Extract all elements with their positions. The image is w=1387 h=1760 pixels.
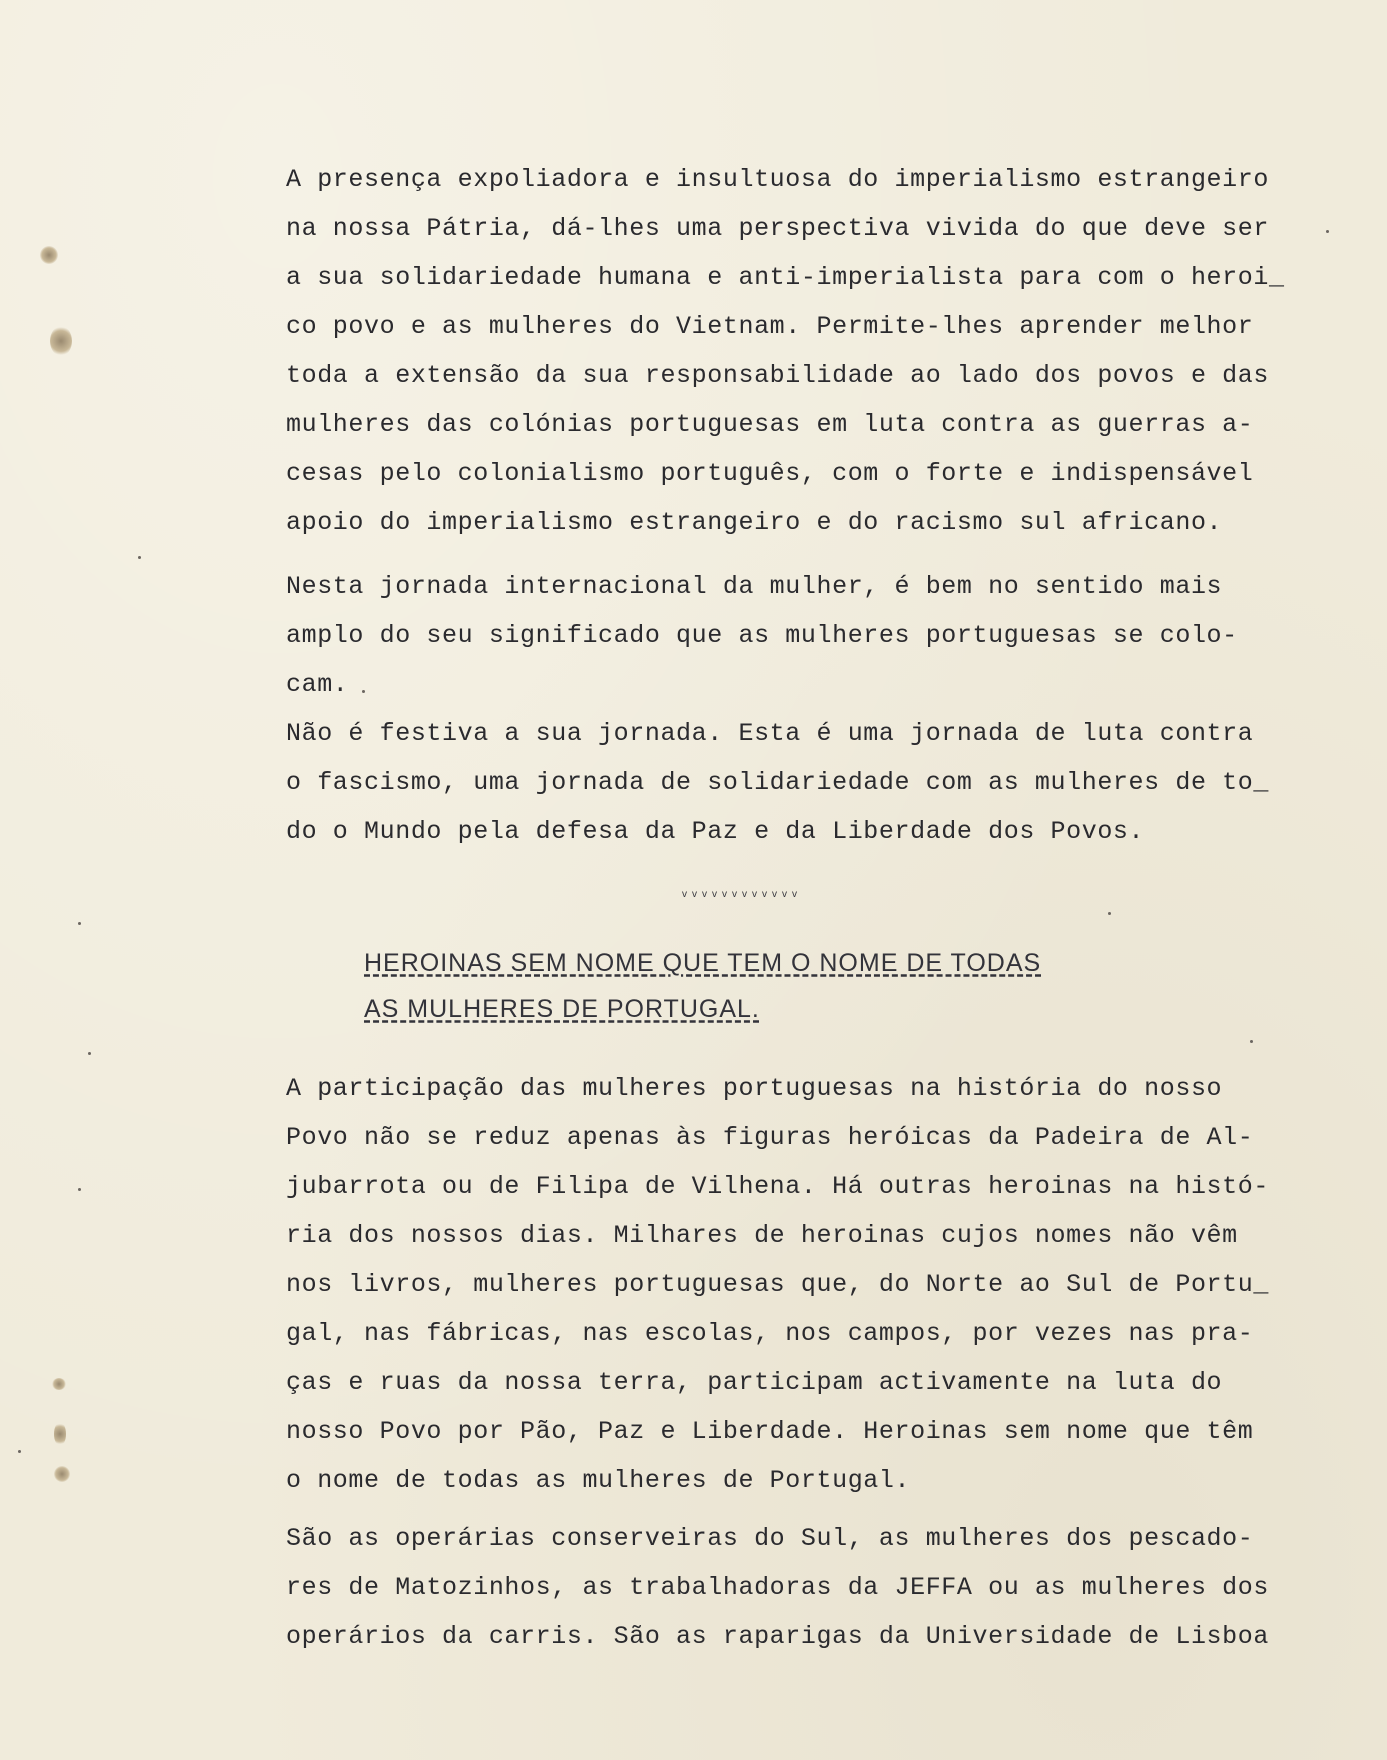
paper-speck bbox=[1326, 230, 1329, 233]
text-line: Não é festiva a sua jornada. Esta é uma jornada de luta contra bbox=[286, 719, 1254, 748]
text-line: o nome de todas as mulheres de Portugal. bbox=[286, 1466, 911, 1495]
text-line: o fascismo, uma jornada de solidariedade com as mulheres de to_ bbox=[286, 768, 1269, 797]
paper-speck bbox=[138, 556, 141, 559]
text-line: na nossa Pátria, dá-lhes uma perspectiva vivida do que deve ser bbox=[286, 214, 1269, 243]
text-line: nosso Povo por Pão, Paz e Liberdade. Heroinas sem nome que têm bbox=[286, 1417, 1254, 1446]
text-line: co povo e as mulheres do Vietnam. Permite-lhes aprender melhor bbox=[286, 312, 1254, 341]
paper-speck bbox=[1108, 912, 1111, 915]
text-line: nos livros, mulheres portuguesas que, do Norte ao Sul de Portu_ bbox=[286, 1270, 1269, 1299]
paper-speck bbox=[88, 1052, 91, 1055]
text-line: ria dos nossos dias. Milhares de heroinas cujos nomes não vêm bbox=[286, 1221, 1238, 1250]
binder-hole-mark bbox=[50, 326, 72, 356]
paper-speck bbox=[78, 922, 81, 925]
heading-line-2: AS MULHERES DE PORTUGAL. bbox=[364, 995, 760, 1023]
text-line: São as operárias conserveiras do Sul, as mulheres dos pescado- bbox=[286, 1524, 1254, 1553]
binder-hole-mark bbox=[40, 246, 58, 264]
paper-speck bbox=[362, 690, 365, 693]
paper-speck bbox=[18, 1450, 21, 1453]
paragraph-participation bbox=[286, 1064, 1286, 1505]
text-line: Nesta jornada internacional da mulher, é bem no sentido mais bbox=[286, 572, 1223, 601]
text-line: ças e ruas da nossa terra, participam activamente na luta do bbox=[286, 1368, 1223, 1397]
paragraph-workers bbox=[286, 1514, 1286, 1661]
text-line: a sua solidariedade humana e anti-imperialista para com o heroi_ bbox=[286, 263, 1285, 292]
paper-speck bbox=[1250, 1040, 1253, 1043]
binder-hole-mark bbox=[54, 1422, 66, 1446]
binder-hole-mark bbox=[54, 1466, 70, 1482]
text-line: mulheres das colónias portuguesas em luta contra as guerras a- bbox=[286, 410, 1254, 439]
text-line: res de Matozinhos, as trabalhadoras da JEFFA ou as mulheres dos bbox=[286, 1573, 1269, 1602]
text-line: gal, nas fábricas, nas escolas, nos campos, por vezes nas pra- bbox=[286, 1319, 1254, 1348]
text-line: cam. bbox=[286, 670, 349, 699]
text-line: Povo não se reduz apenas às figuras heróicas da Padeira de Al- bbox=[286, 1123, 1254, 1152]
text-line: amplo do seu significado que as mulheres portuguesas se colo- bbox=[286, 621, 1238, 650]
text-line: A participação das mulheres portuguesas na história do nosso bbox=[286, 1074, 1223, 1103]
section-heading bbox=[364, 940, 1264, 1032]
paragraph-international-day bbox=[286, 562, 1286, 856]
text-line: apoio do imperialismo estrangeiro e do racismo sul africano. bbox=[286, 508, 1223, 537]
text-line: cesas pelo colonialismo português, com o forte e indispensável bbox=[286, 459, 1254, 488]
text-line: do o Mundo pela defesa da Paz e da Liberdade dos Povos. bbox=[286, 817, 1145, 846]
binder-hole-mark bbox=[52, 1378, 66, 1390]
section-divider-ornament: ᵥᵥᵥᵥᵥᵥᵥᵥᵥᵥᵥᵥ bbox=[680, 884, 801, 901]
heading-line-1: HEROINAS SEM NOME QUE TEM O NOME DE TODAS bbox=[364, 949, 1042, 977]
paper-speck bbox=[78, 1188, 81, 1191]
text-line: operários da carris. São as raparigas da Universidade de Lisboa bbox=[286, 1622, 1269, 1651]
text-line: jubarrota ou de Filipa de Vilhena. Há outras heroinas na histó- bbox=[286, 1172, 1269, 1201]
text-line: toda a extensão da sua responsabilidade ao lado dos povos e das bbox=[286, 361, 1269, 390]
text-line: A presença expoliadora e insultuosa do imperialismo estrangeiro bbox=[286, 165, 1269, 194]
paragraph-imperialism bbox=[286, 155, 1286, 547]
